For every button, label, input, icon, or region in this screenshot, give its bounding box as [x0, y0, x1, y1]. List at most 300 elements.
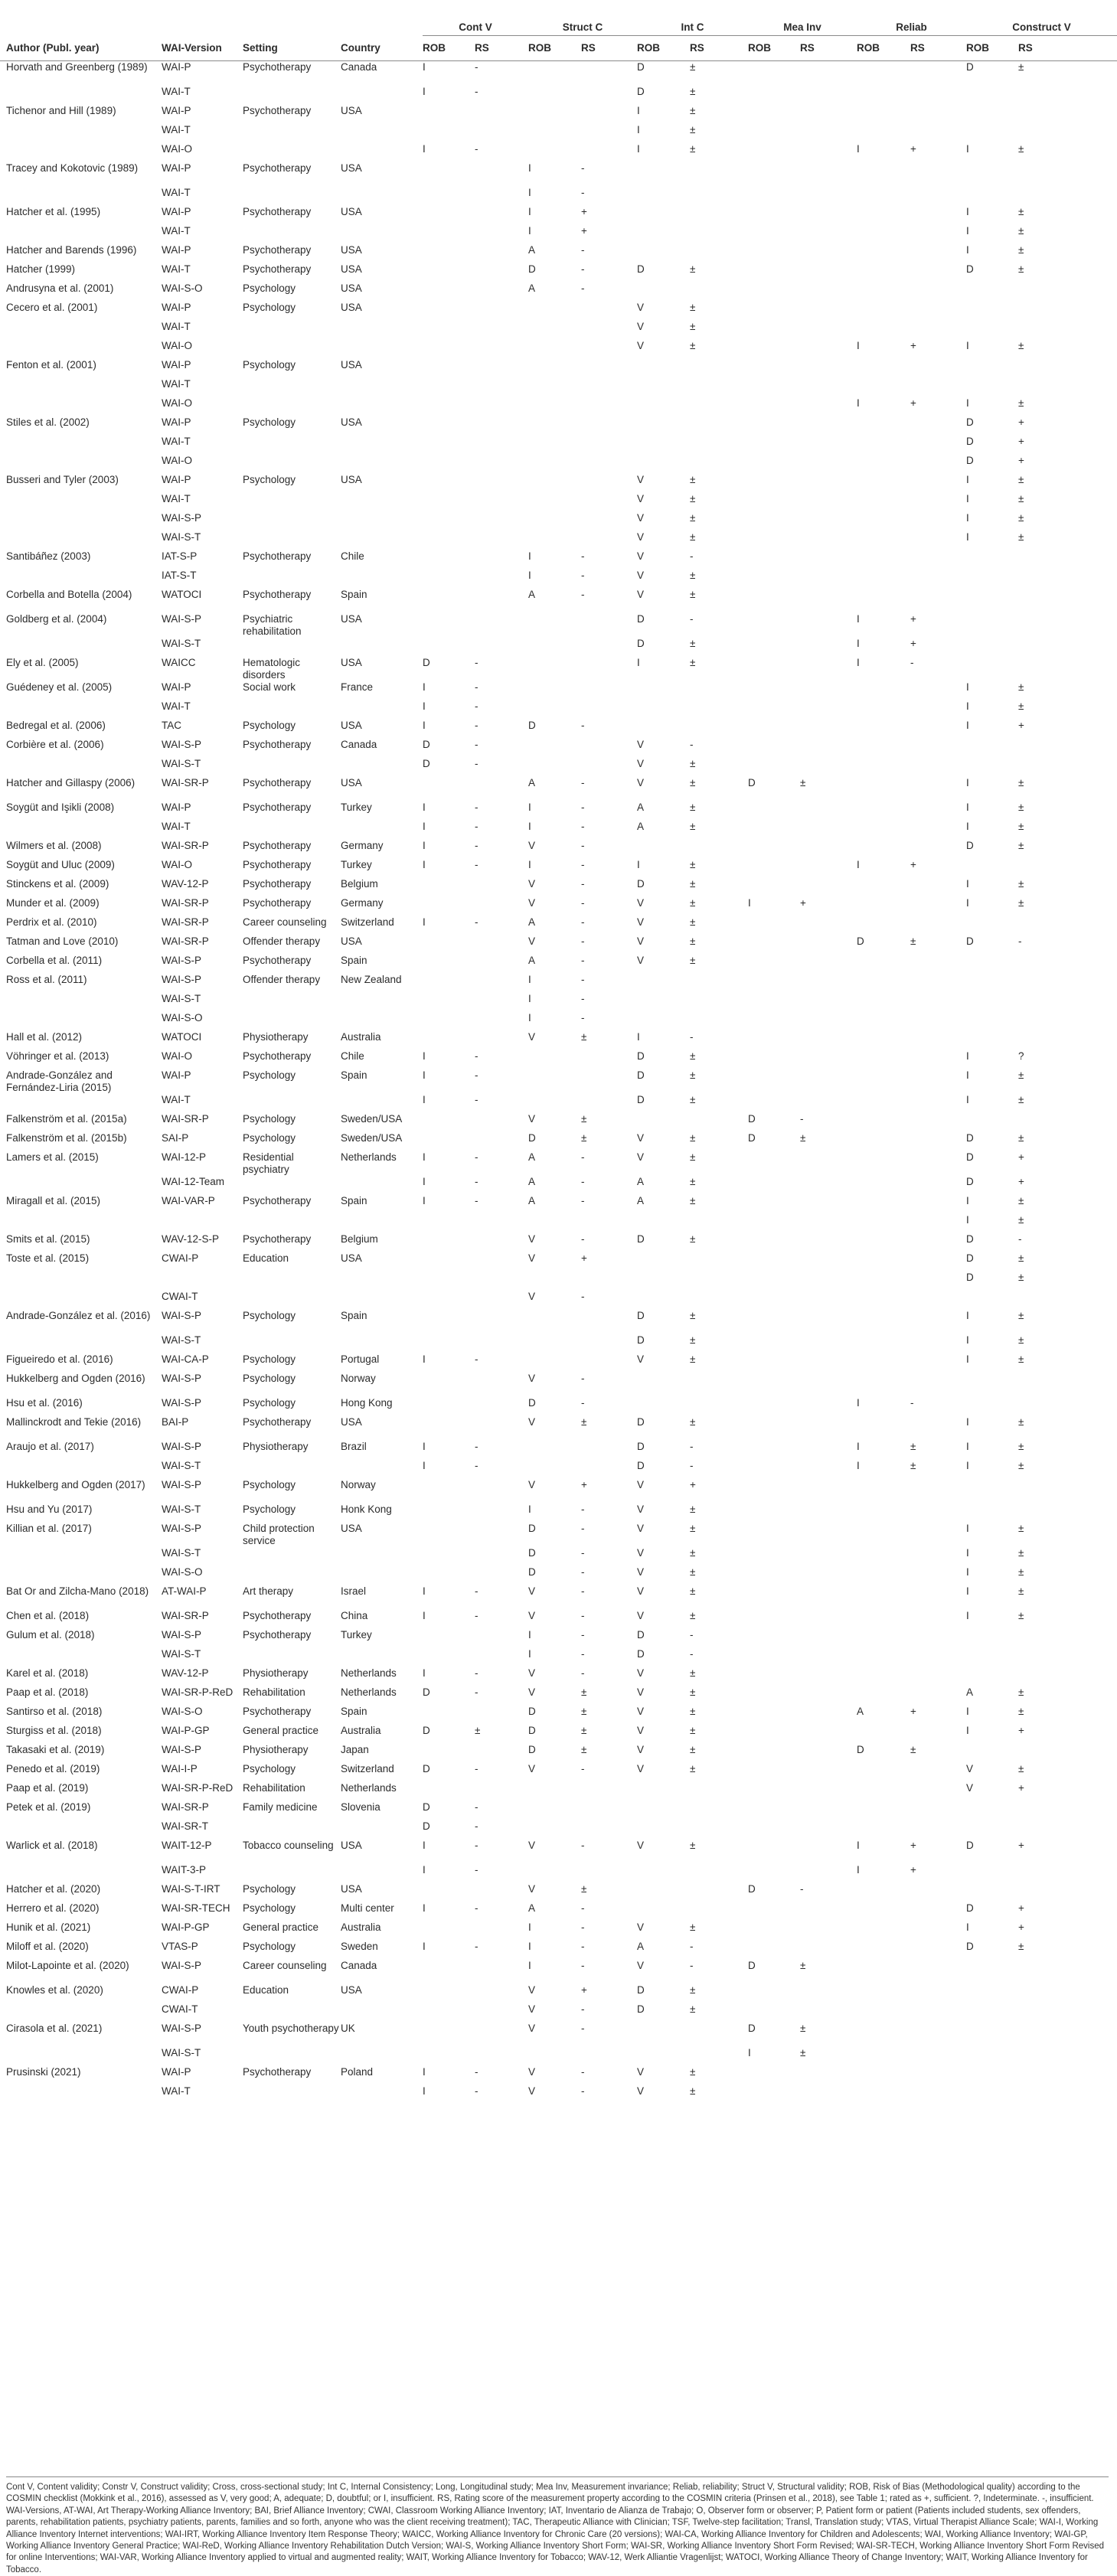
cell-construct-v-rs	[1018, 2085, 1117, 2104]
cell-struct-c-rs	[581, 638, 637, 657]
table-row	[0, 1050, 1117, 1069]
cell-wai-version: WAI-P-GP	[162, 1921, 210, 1933]
cell-cont-v-rob: I	[423, 1610, 426, 1621]
cell-wai-version: VTAS-P	[162, 1941, 198, 1952]
cell-int-c-rs: ±	[690, 474, 696, 485]
table-row	[0, 1547, 1117, 1566]
cell-reliab-rs: -	[910, 657, 914, 668]
cell-int-c-rs	[690, 436, 748, 455]
cell-mea-inv-rs	[800, 2066, 857, 2085]
cell-reliab-rob: I	[857, 613, 860, 625]
cell-struct-c-rs: -	[581, 1629, 585, 1641]
cell-mea-inv-rob	[748, 802, 800, 821]
cell-struct-c-rs	[581, 613, 637, 638]
cell-struct-c-rob: I	[528, 1921, 531, 1933]
cell-int-c-rob	[637, 993, 690, 1012]
cell-author: Paap et al. (2018)	[6, 1686, 89, 1698]
cell-cont-v-rs: -	[475, 1902, 478, 1914]
cell-int-c-rs	[690, 378, 748, 397]
cell-setting: Psychotherapy	[243, 1706, 312, 1717]
cell-int-c-rob	[637, 206, 690, 225]
cell-reliab-rs	[910, 1176, 966, 1195]
cell-setting: Psychiatric rehabilitation	[243, 613, 302, 637]
cell-wai-version: WAI-VAR-P	[162, 1195, 215, 1206]
cell-reliab-rs	[910, 206, 966, 225]
cell-reliab-rob	[857, 2085, 910, 2104]
cell-cont-v-rob: I	[423, 1460, 426, 1471]
cell-cont-v-rob	[423, 1373, 475, 1397]
cell-cont-v-rob: I	[423, 1094, 426, 1105]
cell-struct-c-rs: -	[581, 878, 585, 890]
cell-construct-v-rs	[1018, 2003, 1117, 2023]
cell-mea-inv-rob	[748, 1840, 800, 1864]
cell-mea-inv-rob	[748, 1176, 800, 1195]
cell-cont-v-rs: -	[475, 1820, 478, 1832]
cell-mea-inv-rob: D	[748, 1883, 756, 1895]
cell-mea-inv-rob	[748, 162, 800, 187]
cell-construct-v-rob	[966, 859, 1018, 878]
cell-cont-v-rob: D	[423, 1725, 430, 1736]
cell-author	[0, 1460, 162, 1479]
cell-cont-v-rs: -	[475, 1763, 478, 1774]
cell-mea-inv-rob	[748, 302, 800, 321]
cell-setting	[243, 455, 341, 474]
cell-cont-v-rs	[475, 1291, 528, 1310]
table-row	[0, 1272, 1117, 1291]
cell-setting: Psychology	[243, 1902, 296, 1914]
cell-reliab-rs: +	[910, 340, 916, 351]
cell-struct-c-rob	[528, 739, 581, 758]
table-row	[0, 2066, 1117, 2085]
table-row	[0, 1094, 1117, 1113]
cell-cont-v-rs	[475, 474, 528, 493]
cell-cont-v-rs	[475, 2047, 528, 2066]
cell-reliab-rs	[910, 1941, 966, 1960]
cell-reliab-rs	[910, 1648, 966, 1667]
cell-cont-v-rs	[475, 777, 528, 802]
cell-int-c-rob: V	[637, 1725, 645, 1736]
cell-mea-inv-rs	[800, 1151, 857, 1176]
cell-mea-inv-rob	[748, 1744, 800, 1763]
cell-struct-c-rs: +	[581, 1252, 587, 1264]
cell-setting	[243, 531, 341, 550]
cell-int-c-rob: D	[637, 1460, 645, 1471]
cell-struct-c-rob: D	[528, 1547, 536, 1559]
cell-int-c-rob: D	[637, 1050, 645, 1062]
cell-struct-c-rob	[528, 1334, 581, 1353]
cell-int-c-rs	[690, 2047, 748, 2066]
cell-int-c-rob: V	[637, 1686, 645, 1698]
cell-mea-inv-rob	[748, 589, 800, 613]
cell-struct-c-rob	[528, 1820, 581, 1840]
table-row	[0, 589, 1117, 613]
cell-struct-c-rob	[528, 1310, 581, 1334]
cell-construct-v-rob: I	[966, 897, 969, 909]
cell-int-c-rob: V	[637, 916, 645, 928]
cell-construct-v-rob	[966, 2085, 1018, 2104]
cell-int-c-rob: I	[637, 143, 640, 155]
cell-author: Soygüt and Işikli (2008)	[6, 802, 115, 813]
cell-construct-v-rob	[966, 1373, 1018, 1397]
cell-construct-v-rob	[966, 2023, 1018, 2047]
cell-wai-version: WAI-T	[162, 1094, 191, 1105]
cell-cont-v-rs	[475, 935, 528, 955]
cell-mea-inv-rob	[748, 1547, 800, 1566]
cell-construct-v-rob: I	[966, 1725, 969, 1736]
cell-mea-inv-rob	[748, 821, 800, 840]
cell-struct-c-rs	[581, 61, 637, 87]
cell-setting: Psychology	[243, 1479, 296, 1490]
cell-struct-c-rs: -	[581, 1763, 585, 1774]
cell-cont-v-rob	[423, 993, 475, 1012]
cell-int-c-rs: -	[690, 1960, 694, 1971]
cell-int-c-rs: ±	[690, 86, 696, 97]
cell-author	[0, 1648, 162, 1667]
cell-construct-v-rob: D	[966, 1252, 974, 1264]
cell-reliab-rob: I	[857, 1840, 860, 1851]
cell-mea-inv-rs	[800, 589, 857, 613]
cell-reliab-rob	[857, 474, 910, 493]
cell-author	[0, 493, 162, 512]
cell-country: Brazil	[341, 1441, 367, 1452]
cell-country	[341, 570, 423, 589]
cell-reliab-rs	[910, 512, 966, 531]
cell-mea-inv-rob	[748, 1902, 800, 1921]
cell-construct-v-rs	[1018, 1012, 1117, 1031]
cell-cont-v-rs: -	[475, 720, 478, 731]
cell-country: Honk Kong	[341, 1503, 392, 1515]
cell-struct-c-rs: +	[581, 1479, 587, 1490]
cell-country: Spain	[341, 955, 367, 966]
cell-cont-v-rs: -	[475, 1460, 478, 1471]
cell-country: Spain	[341, 1706, 367, 1717]
cell-mea-inv-rs	[800, 206, 857, 225]
cell-construct-v-rob	[966, 124, 1018, 143]
cell-reliab-rob	[857, 321, 910, 340]
cell-construct-v-rs: ±	[1018, 1069, 1024, 1081]
cell-int-c-rs: ±	[690, 105, 696, 116]
cell-int-c-rs: ±	[690, 1353, 696, 1365]
cell-struct-c-rs: -	[581, 1012, 585, 1024]
cell-cont-v-rob	[423, 1272, 475, 1291]
cell-int-c-rob: I	[637, 1031, 640, 1043]
cell-struct-c-rs: -	[581, 1151, 585, 1163]
table-row	[0, 282, 1117, 302]
cell-country: Japan	[341, 1744, 369, 1755]
cell-construct-v-rs: ±	[1018, 61, 1024, 73]
cell-struct-c-rs	[581, 1353, 637, 1373]
cell-cont-v-rs	[475, 589, 528, 613]
cell-wai-version: WAIT-3-P	[162, 1864, 207, 1876]
cell-construct-v-rob: I	[966, 1566, 969, 1578]
cell-construct-v-rs: ±	[1018, 681, 1024, 693]
cell-reliab-rs	[910, 1353, 966, 1373]
cell-setting: Psychotherapy	[243, 897, 312, 909]
cell-int-c-rs: ±	[690, 1667, 696, 1679]
cell-cont-v-rob	[423, 1012, 475, 1031]
cell-cont-v-rob: D	[423, 758, 430, 769]
cell-mea-inv-rob	[748, 512, 800, 531]
cell-setting: Psychotherapy	[243, 1610, 312, 1621]
cell-int-c-rob: V	[637, 531, 645, 543]
cell-int-c-rs: ±	[690, 2085, 696, 2097]
cell-int-c-rs: ±	[690, 1069, 696, 1081]
cell-int-c-rob: V	[637, 493, 645, 504]
cell-mea-inv-rs	[800, 613, 857, 638]
cell-mea-inv-rs	[800, 493, 857, 512]
cell-reliab-rs	[910, 1820, 966, 1840]
cell-construct-v-rs: ±	[1018, 340, 1024, 351]
cell-mea-inv-rob	[748, 455, 800, 474]
cell-struct-c-rs	[581, 512, 637, 531]
cell-mea-inv-rs	[800, 1648, 857, 1667]
cell-setting: Art therapy	[243, 1585, 294, 1597]
cell-mea-inv-rob	[748, 1012, 800, 1031]
cell-reliab-rs	[910, 840, 966, 859]
cell-construct-v-rs: ±	[1018, 1132, 1024, 1144]
cell-setting: Psychology	[243, 302, 296, 313]
cell-author: Andrade-González et al. (2016)	[6, 1310, 151, 1321]
cell-construct-v-rs: ±	[1018, 1416, 1024, 1428]
cell-struct-c-rs: -	[581, 1195, 585, 1206]
cell-int-c-rob: A	[637, 1941, 645, 1952]
cell-author	[0, 638, 162, 657]
cell-struct-c-rob: V	[528, 878, 536, 890]
cell-reliab-rs	[910, 1585, 966, 1610]
cell-author: Lamers et al. (2015)	[6, 1151, 99, 1163]
cell-struct-c-rs: -	[581, 589, 585, 600]
cell-mea-inv-rob	[748, 321, 800, 340]
table-row	[0, 739, 1117, 758]
cell-wai-version: WAI-S-P	[162, 955, 201, 966]
cell-struct-c-rs: +	[581, 225, 587, 237]
cell-cont-v-rs	[475, 1648, 528, 1667]
group-header-mea-inv: Mea Inv	[748, 8, 857, 36]
cell-reliab-rob	[857, 1373, 910, 1397]
cell-mea-inv-rs	[800, 935, 857, 955]
cell-int-c-rob	[637, 378, 690, 397]
cell-reliab-rs	[910, 1725, 966, 1744]
cell-construct-v-rs	[1018, 1113, 1117, 1132]
cell-setting: Offender therapy	[243, 974, 321, 985]
cell-mea-inv-rs	[800, 1725, 857, 1744]
cell-country: USA	[341, 474, 362, 485]
cell-author	[0, 397, 162, 416]
cell-mea-inv-rs	[800, 143, 857, 162]
cell-construct-v-rob: I	[966, 1416, 969, 1428]
cell-construct-v-rob: D	[966, 840, 974, 851]
cell-setting: Rehabilitation	[243, 1782, 305, 1794]
cell-reliab-rs	[910, 1272, 966, 1291]
cell-struct-c-rs: -	[581, 1840, 585, 1851]
cell-wai-version: CWAI-P	[162, 1252, 199, 1264]
table-row	[0, 897, 1117, 916]
cell-int-c-rob: V	[637, 1151, 645, 1163]
cell-mea-inv-rob	[748, 2003, 800, 2023]
cell-author	[0, 1214, 162, 1233]
cell-wai-version: WAI-S-T	[162, 993, 201, 1004]
cell-mea-inv-rob: D	[748, 1960, 756, 1971]
cell-cont-v-rob	[423, 1503, 475, 1523]
cell-cont-v-rob: I	[423, 61, 426, 73]
cell-reliab-rob	[857, 1801, 910, 1820]
cell-cont-v-rob	[423, 244, 475, 263]
cell-construct-v-rob	[966, 993, 1018, 1012]
cell-author	[0, 1176, 162, 1195]
cell-mea-inv-rob	[748, 474, 800, 493]
cell-int-c-rob	[637, 282, 690, 302]
table-row	[0, 1233, 1117, 1252]
cell-wai-version: WAI-SR-P-ReD	[162, 1782, 234, 1794]
cell-wai-version: WAI-S-P	[162, 1310, 201, 1321]
cell-construct-v-rs: ±	[1018, 1353, 1024, 1365]
cell-reliab-rs	[910, 2085, 966, 2104]
cell-int-c-rob: A	[637, 1176, 645, 1187]
cell-mea-inv-rob	[748, 1706, 800, 1725]
cell-reliab-rs	[910, 589, 966, 613]
cell-reliab-rs	[910, 1094, 966, 1113]
cell-cont-v-rob	[423, 1031, 475, 1050]
cell-int-c-rob: V	[637, 550, 645, 562]
cell-struct-c-rob	[528, 1214, 581, 1233]
cell-cont-v-rs: -	[475, 143, 478, 155]
cell-mea-inv-rob	[748, 1272, 800, 1291]
cell-struct-c-rob: I	[528, 206, 531, 217]
cell-construct-v-rob: I	[966, 1334, 969, 1346]
cell-setting	[243, 1547, 341, 1566]
cell-construct-v-rs: +	[1018, 1176, 1024, 1187]
cell-struct-c-rob: V	[528, 2023, 536, 2034]
cell-author: Araujo et al. (2017)	[6, 1441, 94, 1452]
cell-int-c-rs	[690, 700, 748, 720]
cell-construct-v-rs: ±	[1018, 1441, 1024, 1452]
cell-struct-c-rs: -	[581, 244, 585, 256]
cell-int-c-rob: V	[637, 758, 645, 769]
cell-mea-inv-rs	[800, 720, 857, 739]
cell-wai-version	[162, 1272, 243, 1291]
cell-construct-v-rs	[1018, 859, 1117, 878]
cell-reliab-rob: I	[857, 859, 860, 870]
column-header-rs: RS	[910, 36, 966, 61]
cell-struct-c-rs: ±	[581, 1744, 587, 1755]
cell-struct-c-rs: +	[581, 206, 587, 217]
cell-construct-v-rob	[966, 1503, 1018, 1523]
cell-cont-v-rob: I	[423, 1585, 426, 1597]
cell-struct-c-rs	[581, 86, 637, 105]
cell-setting: Psychology	[243, 474, 296, 485]
cell-int-c-rob: D	[637, 1648, 645, 1660]
cell-mea-inv-rob	[748, 1763, 800, 1782]
cell-construct-v-rob: I	[966, 1069, 969, 1081]
cell-reliab-rob	[857, 1585, 910, 1610]
cell-construct-v-rob	[966, 916, 1018, 935]
cell-struct-c-rob: A	[528, 282, 536, 294]
cell-wai-version: WAI-P	[162, 206, 191, 217]
cell-int-c-rs: -	[690, 550, 694, 562]
cell-reliab-rob: D	[857, 1744, 864, 1755]
cell-struct-c-rs: -	[581, 263, 585, 275]
cell-cont-v-rs: -	[475, 1686, 478, 1698]
cell-country: Multi center	[341, 1902, 394, 1914]
table-row	[0, 474, 1117, 493]
cell-struct-c-rs: ±	[581, 1132, 587, 1144]
cell-reliab-rob	[857, 993, 910, 1012]
cell-cont-v-rs	[475, 1984, 528, 2003]
cell-int-c-rs: ±	[690, 1547, 696, 1559]
cell-mea-inv-rs	[800, 244, 857, 263]
cell-author: Bedregal et al. (2006)	[6, 720, 106, 731]
cell-setting: Psychology	[243, 1113, 296, 1125]
cell-construct-v-rob: I	[966, 493, 969, 504]
cell-setting	[243, 638, 341, 657]
cell-reliab-rs	[910, 1334, 966, 1353]
cell-cont-v-rob	[423, 378, 475, 397]
cell-int-c-rob	[637, 1397, 690, 1416]
cell-cont-v-rob	[423, 1921, 475, 1941]
cell-int-c-rs	[690, 993, 748, 1012]
cell-struct-c-rob	[528, 321, 581, 340]
cell-mea-inv-rob	[748, 638, 800, 657]
cell-wai-version: IAT-S-P	[162, 550, 198, 562]
cell-country: USA	[341, 416, 362, 428]
cell-struct-c-rob: D	[528, 1725, 536, 1736]
cell-cont-v-rs: -	[475, 2085, 478, 2097]
cell-construct-v-rs	[1018, 1801, 1117, 1820]
cell-int-c-rs: ±	[690, 321, 696, 332]
column-header-rob: ROB	[423, 36, 475, 61]
column-header-rs: RS	[1018, 36, 1117, 61]
cell-int-c-rob: D	[637, 263, 645, 275]
cell-construct-v-rs	[1018, 1960, 1117, 1984]
cell-construct-v-rs: ±	[1018, 474, 1024, 485]
cell-mea-inv-rs	[800, 1585, 857, 1610]
cell-construct-v-rob: I	[966, 821, 969, 832]
cell-struct-c-rs	[581, 531, 637, 550]
cell-construct-v-rob	[966, 162, 1018, 187]
cell-construct-v-rob	[966, 1031, 1018, 1050]
cell-mea-inv-rob	[748, 1820, 800, 1840]
cell-reliab-rob	[857, 1921, 910, 1941]
cell-struct-c-rs	[581, 340, 637, 359]
cell-reliab-rs	[910, 1069, 966, 1094]
cell-mea-inv-rob	[748, 1233, 800, 1252]
cell-cont-v-rs	[475, 1132, 528, 1151]
cell-country: Australia	[341, 1921, 381, 1933]
cell-setting	[243, 187, 341, 206]
cell-mea-inv-rob: D	[748, 1113, 756, 1125]
cell-struct-c-rs: ±	[581, 1883, 587, 1895]
cell-cont-v-rs	[475, 2023, 528, 2047]
cell-struct-c-rob: I	[528, 859, 531, 870]
cell-int-c-rob	[637, 700, 690, 720]
table-row	[0, 1686, 1117, 1706]
table-row	[0, 1801, 1117, 1820]
cell-struct-c-rs: -	[581, 2085, 585, 2097]
cell-cont-v-rob	[423, 589, 475, 613]
cell-mea-inv-rs	[800, 1629, 857, 1648]
cell-author: Stinckens et al. (2009)	[6, 878, 109, 890]
cell-country: USA	[341, 720, 362, 731]
cell-construct-v-rs	[1018, 2066, 1117, 2085]
cell-cont-v-rob	[423, 1629, 475, 1648]
cell-int-c-rob: V	[637, 589, 645, 600]
cell-struct-c-rob	[528, 1782, 581, 1801]
cell-wai-version: WAI-S-T	[162, 1334, 201, 1346]
cell-country: Sweden/USA	[341, 1132, 403, 1144]
cell-cont-v-rob: I	[423, 1353, 426, 1365]
cell-setting: Psychotherapy	[243, 840, 312, 851]
cell-reliab-rob	[857, 1984, 910, 2003]
